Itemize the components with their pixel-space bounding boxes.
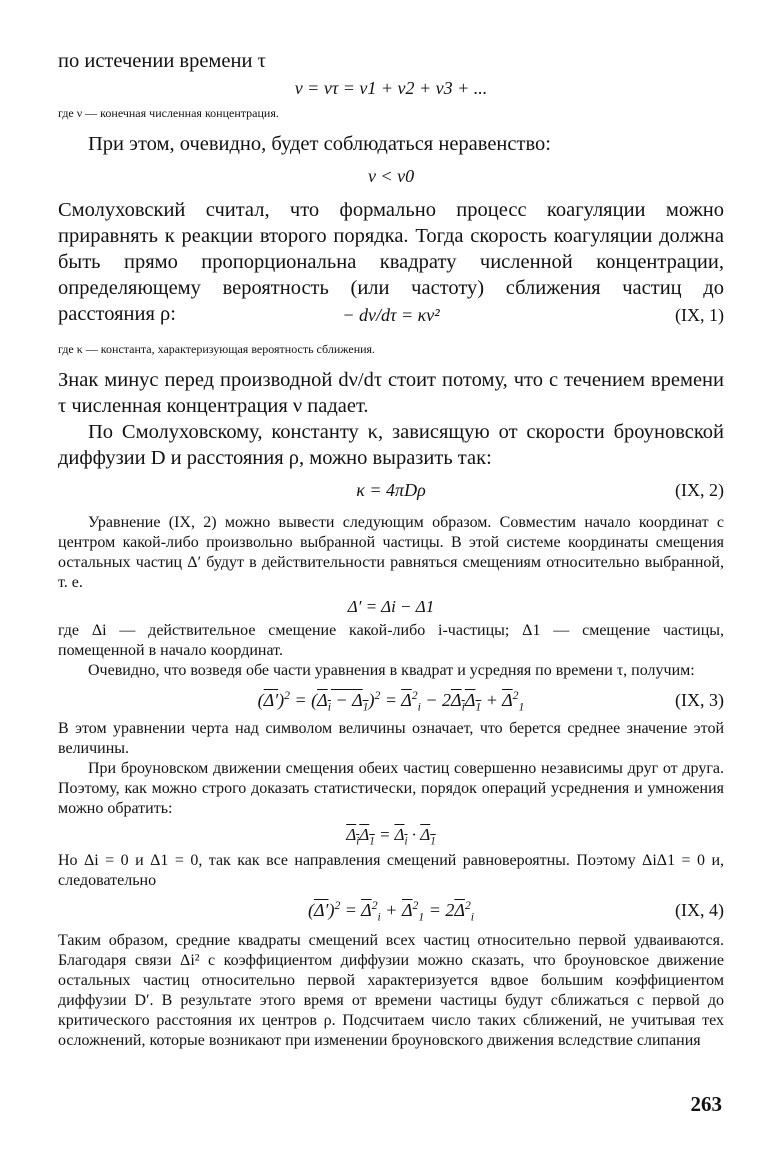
paragraph-constant: По Смолуховскому, константу κ, зависящую от скорости броуновской диффузии D и расстояния ρ, можно выразить так: bbox=[58, 421, 724, 469]
equation-commute: $\Delta_i\Delta_1 = \Delta_i \cdot \Delta_1$ bbox=[346, 825, 436, 848]
equation-4-number: (IX, 4) bbox=[675, 900, 724, 920]
equation-1 bbox=[58, 302, 724, 328]
equation-4-body: $(\Delta')^2 = \overline{\Delta}^2_i + \overline{\Delta}^2_1 = 2\overline{\Delta}^2_i$ bbox=[307, 899, 475, 924]
paragraph-final: Таким образом, средние квадраты смещений всех частиц относительно первой удваиваются. Благодаря связи Δi² с коэффициентом диффузии можно сказать, что броуновское движение остальных частиц относительно первой характеризуется вдвое большим коэффициентом диффузии D′. В результате этого время от времени частицы будут сближаться с первой до критического расстояния их центров ρ. Подсчитаем число таких сближений, не учитывая тех осложнений, которые возникают при изменении броуновского движения вследствие слипания bbox=[58, 932, 724, 1049]
equation-3 bbox=[58, 687, 724, 713]
paragraph-but: Но Δi = 0 и Δ1 = 0, так как все направления смещений равновероятны. Поэтому ΔiΔ1 = 0 и, следовательно bbox=[58, 852, 724, 889]
equation-4 bbox=[58, 897, 724, 923]
equation-inequality: ν < ν0 bbox=[367, 166, 415, 186]
paragraph-brownian: При броуновском движении смещения обеих частиц совершенно независимы друг от друга. Поэтому, как можно строго доказать статистически, порядок операций усреднения и умножения можно обратить: bbox=[58, 760, 724, 817]
note-v: где ν — конечная численная концентрация. bbox=[58, 106, 279, 120]
equation-1-body: − dν/dτ = κν² bbox=[342, 305, 440, 325]
equation-2 bbox=[58, 477, 724, 503]
note-k: где κ — константа, характеризующая вероятность сближения. bbox=[58, 342, 376, 356]
equation-3-body: $(\Delta')^2 = (\Delta_i - \Delta_1)^2 = \overline{\Delta}^2_i - 2\Delta_i\Delta_1 + \overline{\Delta}^2_1$ bbox=[257, 689, 525, 714]
intro-line: по истечении времени τ bbox=[58, 50, 266, 72]
equation-v-sum: ν = ντ = ν1 + ν2 + ν3 + ... bbox=[294, 78, 488, 98]
paragraph-square: Очевидно, что возведя обе части уравнения в квадрат и усредняя по времени τ, получим: bbox=[88, 662, 695, 679]
equation-3-number: (IX, 3) bbox=[675, 690, 724, 710]
page-body bbox=[58, 48, 724, 1051]
inequality-intro: При этом, очевидно, будет соблюдаться неравенство: bbox=[88, 133, 551, 155]
equation-delta: Δ′ = Δi − Δ1 bbox=[347, 597, 435, 616]
equation-2-body: κ = 4πDρ bbox=[356, 480, 426, 500]
page-number: 263 bbox=[690, 1092, 722, 1116]
equation-2-number: (IX, 2) bbox=[675, 480, 724, 500]
paragraph-bar-meaning: В этом уравнении черта над символом величины означает, что берется среднее значение этой величины. bbox=[58, 720, 724, 757]
paragraph-minus-sign: Знак минус перед производной dν/dτ стоит потому, что с течением времени τ численная концентрация ν падает. bbox=[58, 369, 724, 417]
paragraph-where-delta: где Δi — действительное смещение какой-либо i-частицы; Δ1 — смещение частицы, помещенной в начало координат. bbox=[58, 622, 724, 659]
equation-1-number: (IX, 1) bbox=[675, 305, 724, 325]
paragraph-derivation: Уравнение (IX, 2) можно вывести следующим образом. Совместим начало координат с центром какой-либо произвольно выбранной частицы. В этой системе координаты смещения остальных частиц Δ′ будут в действительности равняться смещениям относительно выбранной, т. е. bbox=[58, 514, 724, 591]
paragraph-smoluchowski: Смолуховский считал, что формально процесс коагуляции можно приравнять к реакции второго порядка. Тогда скорость коагуляции должна быть прямо пропорциональна квадрату численной концентрации, определяющему вероятность (или частоту) сближения частиц до расстояния ρ: bbox=[58, 199, 724, 325]
